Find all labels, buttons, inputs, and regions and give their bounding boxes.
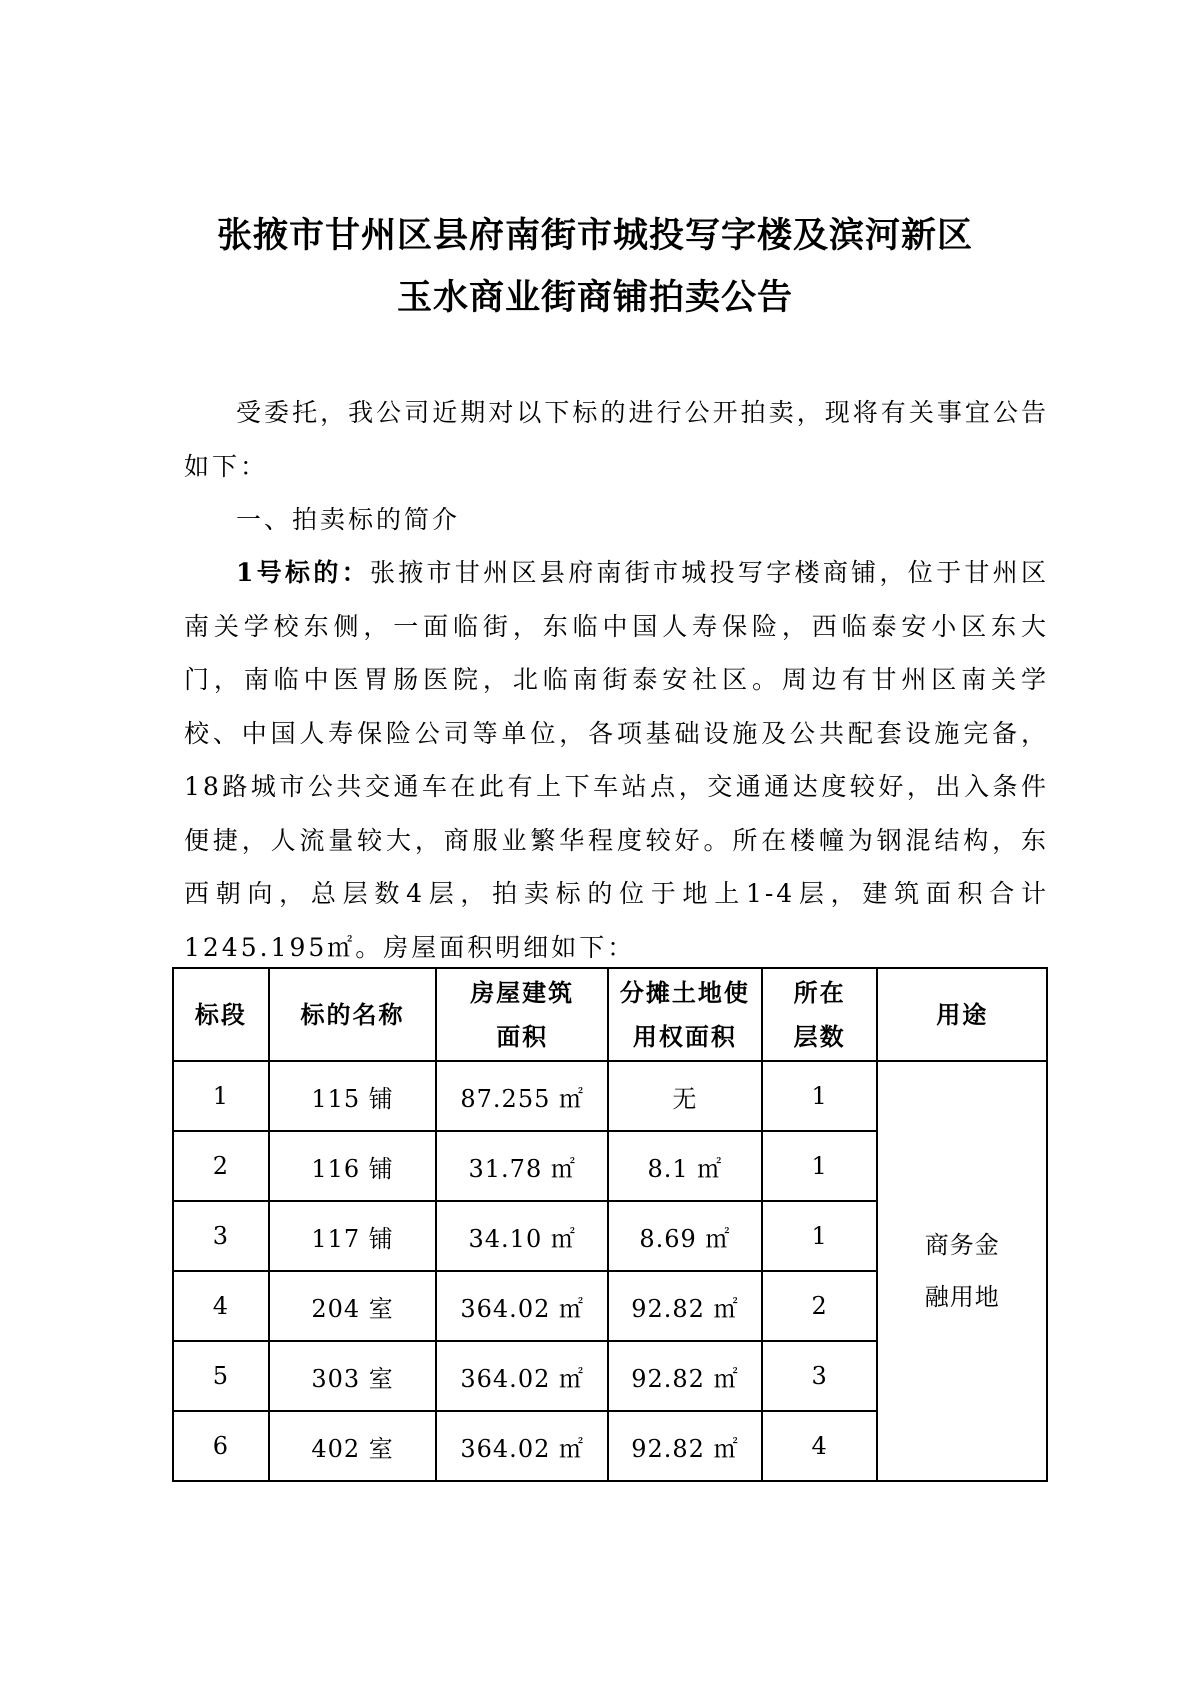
cell-building-area: 364.02 ㎡ — [436, 1411, 608, 1481]
cell-floor: 1 — [762, 1061, 878, 1131]
cell-building-area: 31.78 ㎡ — [436, 1131, 608, 1201]
cell-use-line-1: 商务金 — [924, 1231, 1000, 1259]
cell-name: 402 室 — [269, 1411, 437, 1481]
cell-floor: 1 — [762, 1201, 878, 1271]
header-land-area — [608, 968, 762, 1061]
cell-building-area: 364.02 ㎡ — [436, 1271, 608, 1341]
cell-name: 115 铺 — [269, 1061, 437, 1131]
cell-segment: 3 — [173, 1201, 269, 1271]
area-detail-table — [172, 967, 1048, 1482]
cell-name: 204 室 — [269, 1271, 437, 1341]
cell-land-area: 92.82 ㎡ — [608, 1411, 762, 1481]
table-header-row — [173, 968, 1047, 1061]
cell-land-area: 8.69 ㎡ — [608, 1201, 762, 1271]
header-use: 用途 — [877, 968, 1047, 1061]
header-floor — [762, 968, 878, 1061]
cell-land-area: 92.82 ㎡ — [608, 1341, 762, 1411]
lot-1-description: 张掖市甘州区县府南街市城投写字楼商铺，位于甘州区南关学校东侧，一面临街，东临中国人寿保险，西临泰安小区东大门，南临中医胃肠医院，北临南街泰安社区。周边有甘州区南关学校、中国人寿保险公司等单位，各项基础设施及公共配套设施完备，18路城市公共交通车在此有上下车站点，交通通达度较好，出入条件便捷，人流量较大，商服业繁华程度较好。所在楼幢为钢混结构，东西朝向，总层数4层，拍卖标的位于地上1-4层，建筑面积合计1245.195㎡。房屋面积明细如下： — [184, 558, 1049, 962]
header-floor-line-2: 层数 — [793, 1022, 846, 1051]
cell-segment: 1 — [173, 1061, 269, 1131]
cell-land-area: 92.82 ㎡ — [608, 1271, 762, 1341]
table-row — [173, 1061, 1047, 1131]
cell-building-area: 87.255 ㎡ — [436, 1061, 608, 1131]
intro-paragraph: 受委托，我公司近期对以下标的进行公开拍卖，现将有关事宜公告如下： — [184, 398, 1049, 481]
header-land-area-line-1: 分摊土地使 — [619, 978, 750, 1007]
cell-use-line-2: 融用地 — [924, 1283, 1000, 1311]
document-title-line-2: 玉水商业街商铺拍卖公告 — [396, 278, 793, 318]
cell-floor: 3 — [762, 1341, 878, 1411]
cell-building-area: 364.02 ㎡ — [436, 1341, 608, 1411]
cell-land-area: 8.1 ㎡ — [608, 1131, 762, 1201]
document-title-line-1: 张掖市甘州区县府南街市城投写字楼及滨河新区 — [216, 216, 973, 256]
header-name: 标的名称 — [269, 968, 437, 1061]
header-land-area-line-2: 用权面积 — [632, 1022, 737, 1051]
cell-use — [877, 1061, 1047, 1481]
cell-segment: 2 — [173, 1131, 269, 1201]
cell-floor: 4 — [762, 1411, 878, 1481]
cell-name: 303 室 — [269, 1341, 437, 1411]
header-floor-line-1: 所在 — [793, 978, 846, 1007]
cell-segment: 6 — [173, 1411, 269, 1481]
cell-floor: 1 — [762, 1131, 878, 1201]
cell-floor: 2 — [762, 1271, 878, 1341]
cell-segment: 5 — [173, 1341, 269, 1411]
cell-name: 116 铺 — [269, 1131, 437, 1201]
lot-1-label: 1号标的： — [236, 558, 370, 587]
lot-1-paragraph — [184, 546, 1049, 974]
header-building-area — [436, 968, 608, 1061]
cell-name: 117 铺 — [269, 1201, 437, 1271]
cell-land-area: 无 — [608, 1061, 762, 1131]
header-building-area-line-1: 房屋建筑 — [470, 978, 575, 1007]
section-heading-1: 一、拍卖标的简介 — [236, 505, 461, 534]
cell-building-area: 34.10 ㎡ — [436, 1201, 608, 1271]
header-segment: 标段 — [173, 968, 269, 1061]
cell-segment: 4 — [173, 1271, 269, 1341]
header-building-area-line-2: 面积 — [496, 1022, 549, 1051]
